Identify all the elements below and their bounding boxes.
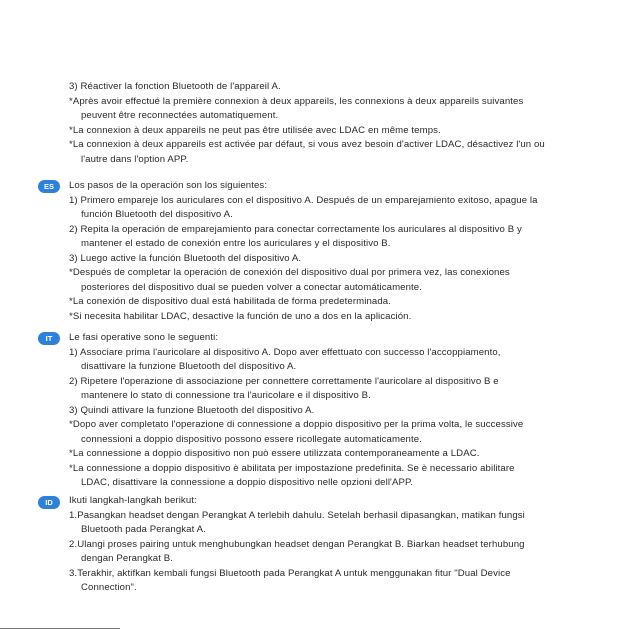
id-line: Bluetooth pada Perangkat A. xyxy=(81,524,206,535)
fr-line: peuvent être reconnectées automatiquement. xyxy=(81,110,279,121)
it-section xyxy=(69,331,629,491)
fr-section xyxy=(69,80,629,167)
id-line: Connection". xyxy=(81,582,137,593)
page-edge-divider xyxy=(0,628,120,629)
fr-line: 3) Réactiver la fonction Bluetooth de l'appareil A. xyxy=(69,81,281,92)
it-line: 3) Quindi attivare la funzione Bluetooth del dispositivo A. xyxy=(69,404,315,416)
es-line: 2) Repita la operación de emparejamiento para conectar correctamente los auriculares al dispositivo B y xyxy=(69,223,522,235)
it-heading: Le fasi operative sono le seguenti: xyxy=(69,332,219,343)
es-line: *Si necesita habilitar LDAC, desactive la función de uno a dos en la aplicación. xyxy=(69,310,412,322)
language-badge-id: ID xyxy=(38,496,60,509)
id-heading: Ikuti langkah-langkah berikut: xyxy=(69,495,197,506)
id-line: 2.Ulangi proses pairing untuk menghubungkan headset dengan Perangkat B. Biarkan headset terhubung xyxy=(69,538,525,550)
it-line: LDAC, disattivare la connessione a doppio dispositivo nelle opzioni dell'APP. xyxy=(81,477,414,488)
it-line: *La connessione a doppio dispositivo non può essere utilizzata contemporaneamente a LDAC. xyxy=(69,448,480,459)
it-line: 1) Associare prima l'auricolare al dispositivo A. Dopo aver effettuato con successo l'accoppiamento, xyxy=(69,346,501,358)
language-badge-es: ES xyxy=(38,180,60,193)
es-line: 3) Luego active la función Bluetooth del dispositivo A. xyxy=(69,252,302,264)
id-section xyxy=(69,494,629,596)
es-line: mantener el estado de conexión entre los auriculares y el dispositivo B. xyxy=(81,238,391,249)
id-line: 1.Pasangkan headset dengan Perangkat A terlebih dahulu. Setelah berhasil dipasangkan, matikan fungsi xyxy=(69,509,525,521)
it-line: connessioni a doppio dispositivo possono essere ricollegate automaticamente. xyxy=(81,433,422,445)
id-line: dengan Perangkat B. xyxy=(81,553,174,564)
it-line: 2) Ripetere l'operazione di associazione per connettere correttamente l'auricolare al dispositivo B e xyxy=(69,375,499,387)
it-line: disattivare la funzione Bluetooth del dispositivo A. xyxy=(81,361,297,372)
es-line: 1) Primero empareje los auriculares con el dispositivo A. Después de un emparejamiento exitoso, apague la xyxy=(69,194,538,206)
fr-line: l'autre dans l'option APP. xyxy=(81,153,189,165)
it-line: mantenere lo stato di connessione tra l'auricolare e il dispositivo B. xyxy=(81,390,371,401)
it-line: *La connessione a doppio dispositivo è abilitata per impostazione predefinita. Se è necessario abilitare xyxy=(69,462,515,474)
fr-line: *La connexion à deux appareils est activée par défaut, si vous avez besoin d'activer LDAC, désactivez l'un ou xyxy=(69,139,545,150)
it-line: *Dopo aver completato l'operazione di connessione a doppio dispositivo per la prima volta, le successive xyxy=(69,419,524,430)
es-line: función Bluetooth del dispositivo A. xyxy=(81,209,233,220)
id-line: 3.Terakhir, aktifkan kembali fungsi Bluetooth pada Perangkat A untuk menggunakan fitur "Dual Device xyxy=(69,567,511,579)
fr-line: *Après avoir effectué la première connexion à deux appareils, les connexions à deux appareils suivantes xyxy=(69,95,524,107)
fr-line: *La connexion à deux appareils ne peut pas être utilisée avec LDAC en même temps. xyxy=(69,124,441,136)
language-badge-it: IT xyxy=(38,332,60,345)
es-heading: Los pasos de la operación son los siguientes: xyxy=(69,180,268,191)
es-line: *Después de completar la operación de conexión del dispositivo dual por primera vez, las conexiones xyxy=(69,267,510,278)
es-line: *La conexión de dispositivo dual está habilitada de forma predeterminada. xyxy=(69,296,391,307)
es-section xyxy=(69,179,629,324)
es-line: posteriores del dispositivo dual se pueden volver a conectar automáticamente. xyxy=(81,281,423,293)
